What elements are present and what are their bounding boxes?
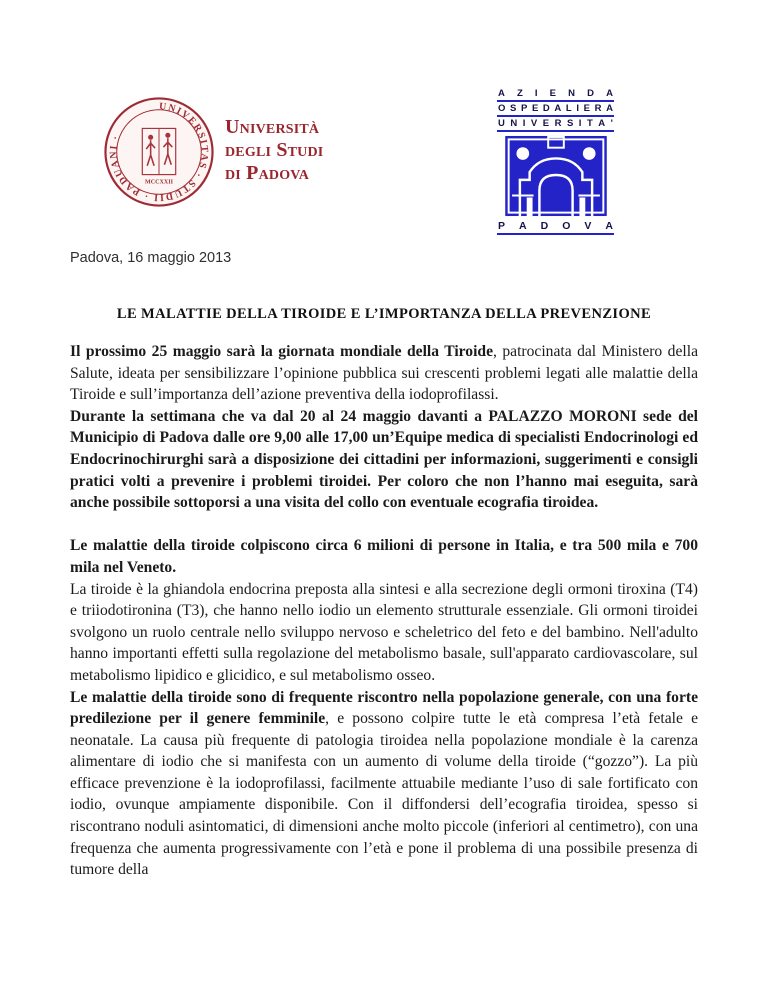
text-run: Le malattie della tiroide colpiscono circa 6 milioni di persone in Italia, e tra 500 mila e 700 mila nel Veneto. — [70, 537, 698, 576]
paragraph — [70, 341, 698, 406]
aou-emblem-icon — [504, 135, 608, 217]
unipd-seal-icon — [103, 96, 215, 208]
text-run: , e possono colpire tutte le età compresa l’età fetale e neonatale. La causa più frequente di patologia tiroidea nella popolazione mondiale è la carenza alimentare di iodio che si manifesta con un aumento di volume della tiroide (“gozzo”). La più efficace prevenzione è la iodoprofilassi, facilmente attuabile mediante l’uso di sale fortificato con iodio, ovunque ampiamente disponibile. Con il diffondersi dell’ecografia tiroidea, spesso si riscontrano noduli asintomatici, di dimensioni anche molto piccole (inferiori al centimetro), con una frequenza che aumenta progressivamente con l’età e pone il problema di una possibile presenza di tumore della — [70, 710, 698, 879]
paragraph — [70, 579, 698, 687]
paragraph — [70, 535, 698, 578]
paragraph — [70, 687, 698, 881]
aou-padova-line — [497, 220, 614, 235]
unipd-wordmark — [225, 116, 323, 185]
text-run: Il prossimo 25 maggio sarà la giornata mondiale della Tiroide — [70, 343, 494, 360]
paragraph — [70, 406, 698, 514]
aou-logo-text-line: P A D O V A — [497, 220, 614, 235]
text-run: La tiroide è la ghiandola endocrina preposta alla sintesi e alla secrezione degli ormoni tiroxina (T4) e triiodotironina (T3), che hanno nello iodio un elemento strutturale essenziale. Gli ormoni tiroidei svolgono un ruolo centrale nello sviluppo nervoso e scheletrico del feto e del bambino. Nell'adulto hanno importanti effetti sulla regolazione del metabolismo basale, sull'apparato cardiovascolare, sul metabolismo lipidico e glicidico, e sul metabolismo osseo. — [70, 580, 698, 684]
seal-ring-text: UNIVERSITAS · STUDII · PADUANI · — [108, 101, 210, 203]
aou-logo-text-line: A Z I E N D A — [497, 88, 614, 102]
aou-logo — [497, 88, 614, 236]
aou-logo-text-line: O S P E D A L I E R A — [497, 103, 614, 117]
document-title: LE MALATTIE DELLA TIROIDE E L’IMPORTANZA DELLA PREVENZIONE — [116, 306, 652, 322]
wordmark-line: Università — [225, 116, 320, 138]
seal-year: MCCXXII — [144, 179, 174, 186]
wordmark-line: di Padova — [225, 162, 310, 184]
aou-logo-text-line: U N I V E R S I T A ' — [497, 118, 614, 132]
text-run: Durante la settimana che va dal 20 al 24 maggio davanti a PALAZZO MORONI sede del Municipio di Padova dalle ore 9,00 alle 17,00 un’Equipe medica di specialisti Endocrinologi ed Endocrinochirurghi sarà a disposizione dei cittadini per informazioni, suggerimenti e consigli pratici volti a prevenire i problemi tiroidei. Per coloro che non l’hanno mai eseguita, sarà anche possibile sottoporsi a una visita del collo con eventuale ecografia tiroidea. — [70, 407, 698, 512]
text-run: , patrocinata dal Ministero della Salute, ideata per sensibilizzare l’opinione pubblica sui crescenti problemi legati alle malattie della Tiroide e sull’importanza dell’azione preventiva della iodoprofilassi. — [70, 343, 698, 404]
document-body — [70, 341, 698, 881]
text-run: Le malattie della tiroide sono di frequente riscontro nella popolazione generale, con una forte predilezione per il genere femminile — [70, 688, 698, 728]
aou-top-lines — [497, 88, 614, 132]
dateline: Padova, 16 maggio 2013 — [70, 250, 232, 266]
wordmark-line: degli Studi — [225, 139, 324, 161]
